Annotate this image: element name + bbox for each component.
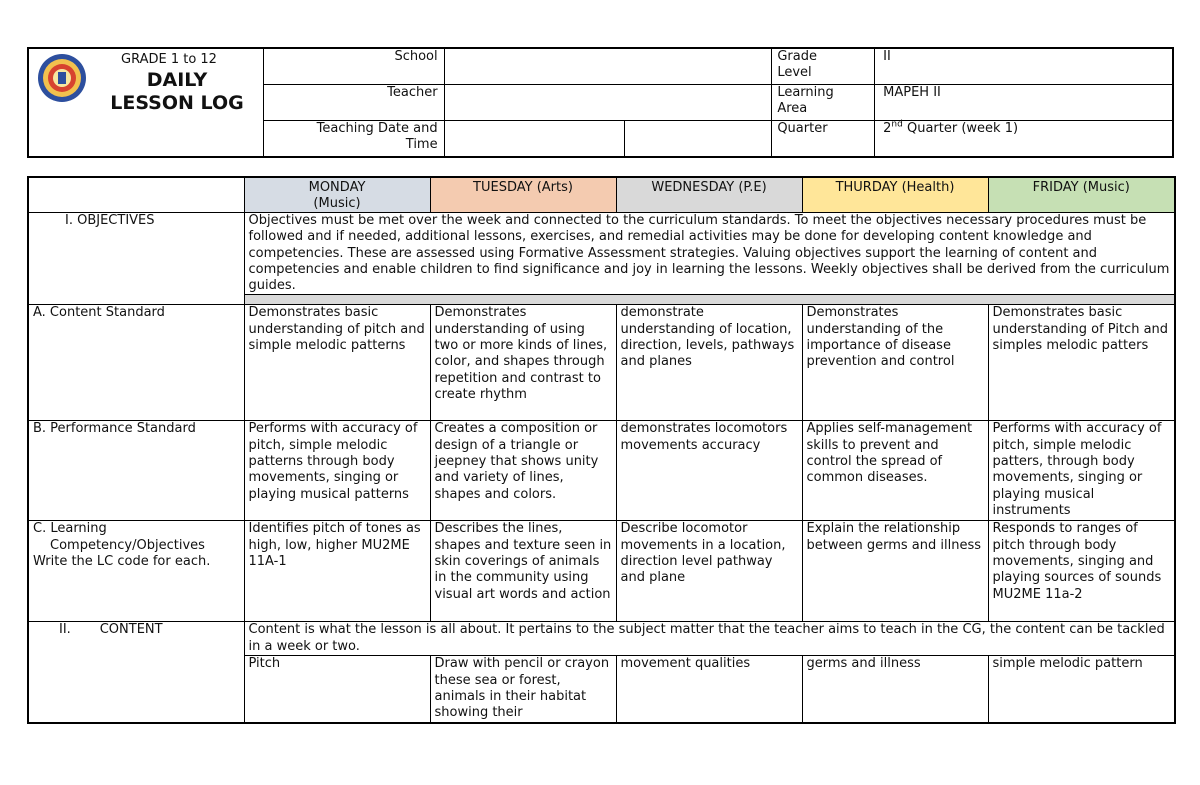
content-standard-friday: Demonstrates basic understanding of Pitch and simples melodic patters — [988, 305, 1175, 421]
content-standard-wednesday: demonstrate understanding of location, direction, levels, pathways and planes — [616, 305, 802, 421]
learning-area-field[interactable]: MAPEH II — [875, 84, 1173, 120]
objectives-text: Objectives must be met over the week and connected to the curriculum standards. To meet the objectives necessary procedures must be followed and if needed, additional lessons, exercises, and remedial activities may be done for developing content knowledge and competencies. These are assessed using Formative Assessment strategies. Valuing objectives support the learning of content and competencies and enable children to find significance and joy in learning the lessons. Weekly objectives shall be derived from the curriculum guides. — [244, 213, 1175, 295]
learning-competency-label-1: C. Learning — [33, 521, 107, 537]
teacher-label: Teacher — [264, 84, 445, 120]
teaching-date-field[interactable] — [444, 120, 624, 157]
day-header-thursday: THURDAY (Health) — [802, 177, 988, 213]
lesson-table — [27, 176, 1176, 724]
content-label: II. CONTENT — [28, 622, 244, 723]
day-header-monday — [244, 177, 430, 213]
grade-level-label-1: Grade — [777, 49, 817, 64]
school-field[interactable] — [444, 48, 772, 84]
day-header-wednesday: WEDNESDAY (P.E) — [616, 177, 802, 213]
performance-standard-label: B. Performance Standard — [28, 421, 244, 521]
performance-standard-wednesday: demonstrates locomotors movements accuracy — [616, 421, 802, 521]
title-line-1: DAILY — [146, 69, 208, 91]
learning-area-label-1: Learning — [777, 84, 834, 100]
learning-competency-instruction: Write the LC code for each. — [33, 554, 211, 570]
school-label: School — [264, 48, 445, 84]
grade-range: GRADE 1 to 12 — [121, 52, 217, 67]
learning-competency-label-2: Competency/Objectives — [50, 537, 205, 553]
deped-seal-icon — [37, 53, 87, 103]
content-monday: Pitch — [244, 656, 430, 723]
performance-standard-tuesday: Creates a composition or design of a triangle or jeepney that shows unity and variety of lines, shapes and colors. — [430, 421, 616, 521]
document-title — [107, 69, 247, 115]
learning-area-label — [772, 84, 875, 120]
learning-competency-thursday: Explain the relationship between germs and illness — [802, 521, 988, 622]
content-tuesday: Draw with pencil or crayon these sea or forest, animals in their habitat showing their — [430, 656, 616, 723]
corner-cell — [28, 177, 244, 213]
quarter-label: Quarter — [772, 120, 875, 157]
monday-label: MONDAY — [308, 180, 366, 195]
learning-competency-label — [28, 521, 244, 622]
day-header-tuesday: TUESDAY (Arts) — [430, 177, 616, 213]
quarter-text: Quarter (week 1) — [902, 120, 1019, 136]
grade-level-label — [772, 48, 875, 84]
quarter-number: 2 — [883, 120, 892, 136]
quarter-suffix: nd — [891, 119, 903, 130]
objectives-label: I. OBJECTIVES — [28, 213, 244, 305]
learning-competency-wednesday: Describe locomotor movements in a location, direction level pathway and plane — [616, 521, 802, 622]
logo-title-cell — [28, 48, 264, 157]
teaching-date-label-1: Teaching Date and — [316, 120, 438, 136]
content-standard-label: A. Content Standard — [28, 305, 244, 421]
learning-competency-tuesday: Describes the lines, shapes and texture seen in skin coverings of animals in the community using visual art words and action — [430, 521, 616, 622]
teaching-date-label-2: Time — [405, 136, 438, 152]
content-thursday: germs and illness — [802, 656, 988, 723]
content-standard-monday: Demonstrates basic understanding of pitch and simple melodic patterns — [244, 305, 430, 421]
performance-standard-friday: Performs with accuracy of pitch, simple melodic patters, through body movements, singing or playing musical instruments — [988, 421, 1175, 521]
header-table — [27, 47, 1174, 158]
grade-level-label-2: Level — [777, 65, 812, 80]
performance-standard-thursday: Applies self-management skills to prevent and control the spread of common diseases. — [802, 421, 988, 521]
title-line-2: LESSON LOG — [110, 92, 244, 114]
quarter-field[interactable] — [875, 120, 1173, 157]
grade-level-field[interactable]: II — [875, 48, 1173, 84]
learning-area-label-2: Area — [777, 100, 808, 116]
content-friday: simple melodic pattern — [988, 656, 1175, 723]
teaching-date-label — [264, 120, 445, 157]
content-wednesday: movement qualities — [616, 656, 802, 723]
day-header-friday: FRIDAY (Music) — [988, 177, 1175, 213]
teaching-time-field[interactable] — [624, 120, 771, 157]
monday-subject: (Music) — [313, 196, 361, 211]
learning-competency-friday: Responds to ranges of pitch through body movements, singing and playing sources of sounds MU2ME 11a-2 — [988, 521, 1175, 622]
content-description: Content is what the lesson is all about. It pertains to the subject matter that the teacher aims to teach in the CG, the content can be tackled in a week or two. — [244, 622, 1175, 656]
content-standard-thursday: Demonstrates understanding of the importance of disease prevention and control — [802, 305, 988, 421]
content-standard-tuesday: Demonstrates understanding of using two or more kinds of lines, color, and shapes through repetition and contrast to create rhythm — [430, 305, 616, 421]
performance-standard-monday: Performs with accuracy of pitch, simple melodic patterns through body movements, singing or playing musical patterns — [244, 421, 430, 521]
objectives-divider — [244, 295, 1175, 305]
learning-competency-monday: Identifies pitch of tones as high, low, higher MU2ME 11A-1 — [244, 521, 430, 622]
teacher-field[interactable] — [444, 84, 772, 120]
